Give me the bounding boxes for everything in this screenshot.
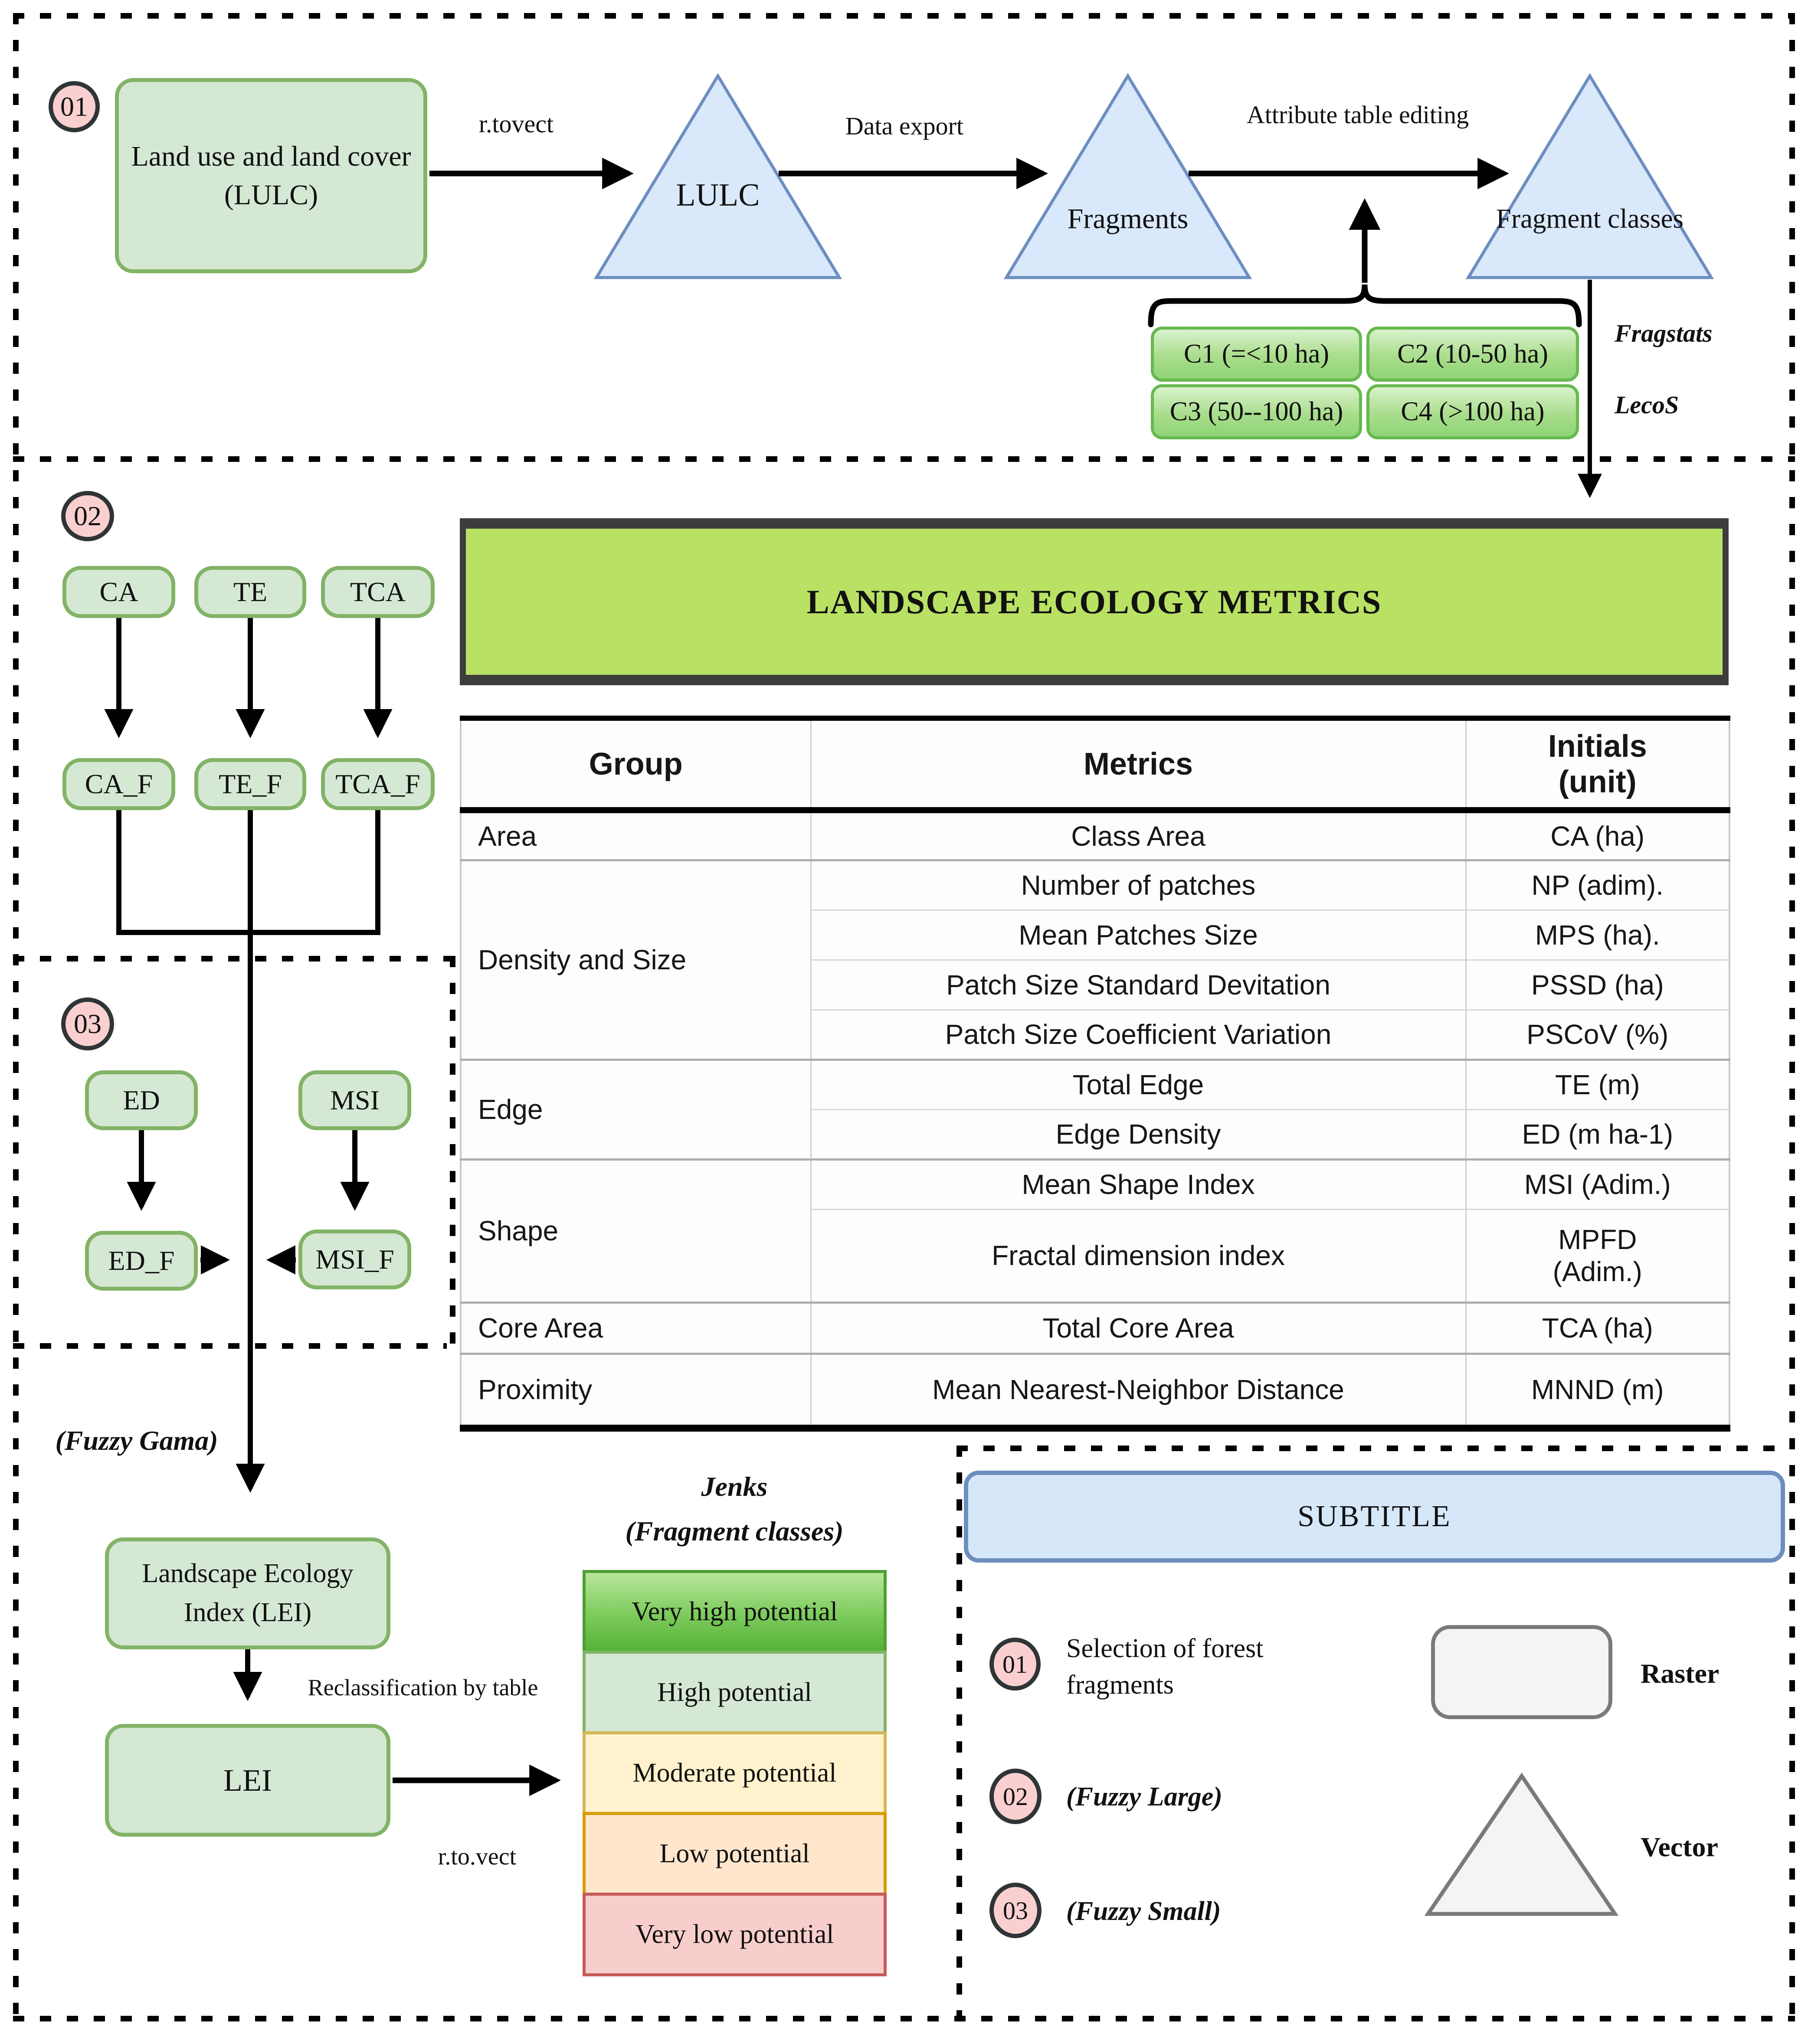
table-row: [461, 810, 1729, 860]
legend-raster-icon: [1431, 1625, 1612, 1719]
legend-badge-02: 02: [989, 1769, 1042, 1824]
group-cell-core-area: Core Area: [461, 1302, 811, 1354]
metric-cell: Patch Size Coefficient Variation: [811, 1010, 1466, 1060]
tca-box: TCA: [321, 566, 435, 618]
table-row: [461, 1060, 1729, 1109]
legend-badge-01: 01: [989, 1638, 1041, 1691]
page-border-bottom: [13, 2016, 1795, 2021]
rtovect-label: r.to.vect: [438, 1843, 517, 1870]
class-box-c3: C3 (50--100 ha): [1151, 384, 1362, 439]
class-box-c4: C4 (>100 ha): [1366, 384, 1579, 439]
page-border-top: [13, 13, 1795, 19]
msi-f-box: MSI_F: [298, 1230, 411, 1289]
table-row: [461, 1354, 1729, 1428]
ed-f-box: ED_F: [85, 1231, 198, 1291]
metrics-table-title: LANDSCAPE ECOLOGY METRICS: [460, 518, 1729, 685]
metric-cell: Fractal dimension index: [811, 1209, 1466, 1302]
initials-cell: TE (m): [1466, 1060, 1729, 1109]
group-cell-edge: Edge: [461, 1060, 811, 1159]
jenks-title-line1: Jenks: [701, 1471, 768, 1502]
initials-cell: NP (adim).: [1466, 860, 1729, 910]
legend-badge-03: 03: [989, 1883, 1042, 1938]
triangle-fragments-label: Fragments: [1067, 203, 1189, 235]
triangle-fragments: [1006, 76, 1249, 278]
group-cell-density: Density and Size: [461, 860, 811, 1060]
class-low-potential: Low potential: [583, 1812, 887, 1896]
metric-cell: Patch Size Standard Devitation: [811, 960, 1466, 1010]
step3-border-right: [450, 956, 455, 1349]
lulc-box-line1: Land use and land cover: [131, 140, 411, 172]
divider-step1: [13, 456, 1795, 462]
initials-cell: TCA (ha): [1466, 1302, 1729, 1354]
legend-title-box: SUBTITLE: [964, 1471, 1785, 1563]
initials-wrap: MPFD (Adim.): [1553, 1224, 1642, 1287]
divider-step2-step3: [13, 956, 455, 961]
tool-lecos-label: LecoS: [1615, 391, 1679, 419]
metric-cell: Total Core Area: [811, 1302, 1466, 1354]
legend-border-top: [956, 1446, 1789, 1451]
tca-f-box: TCA_F: [321, 758, 435, 810]
table-row: [461, 860, 1729, 910]
initials-cell: MPS (ha).: [1466, 910, 1729, 960]
legend-item-01-label: Selection of forest fragments: [1066, 1634, 1264, 1700]
arrow2-label: Data export: [845, 111, 964, 140]
metric-cell: Total Edge: [811, 1060, 1466, 1109]
initials-cell: [1466, 1209, 1729, 1302]
metrics-table: [460, 716, 1730, 1432]
legend-vector-triangle: [1428, 1776, 1615, 1914]
lei-box: LEI: [105, 1724, 390, 1837]
arrow1-label: r.tovect: [478, 109, 554, 138]
initials-cell: PSSD (ha): [1466, 960, 1729, 1010]
initials-cell: MSI (Adim.): [1466, 1159, 1729, 1209]
legend-raster-label: Raster: [1641, 1658, 1720, 1689]
class-box-c1: C1 (=<10 ha): [1151, 327, 1362, 382]
initials-cell: ED (m ha-1): [1466, 1109, 1729, 1159]
table-header-initials: [1466, 718, 1729, 810]
ed-box: ED: [85, 1070, 198, 1130]
tool-fragstats-label: Fragstats: [1615, 319, 1713, 347]
table-header-group: Group: [461, 718, 811, 810]
class-high-potential: High potential: [583, 1651, 887, 1734]
table-header-initials-line1: Initials: [1548, 729, 1647, 764]
class-moderate-potential: Moderate potential: [583, 1731, 887, 1815]
step1-badge: 01: [49, 81, 100, 132]
step2-badge: 02: [61, 491, 114, 541]
ca-box: CA: [62, 566, 175, 618]
page-border-left: [13, 13, 19, 2021]
legend-border-left: [956, 1446, 962, 2016]
lei-box-line2: Index (LEI): [183, 1598, 312, 1627]
metric-cell: Mean Nearest-Neighbor Distance: [811, 1354, 1466, 1428]
initials-cell: MNND (m): [1466, 1354, 1729, 1428]
table-row: [461, 1302, 1729, 1354]
lulc-box-line2: (LULC): [224, 179, 318, 211]
triangle-lulc-label: LULC: [676, 177, 760, 213]
jenks-class-stack: [583, 1570, 887, 1976]
msi-box: MSI: [298, 1070, 411, 1130]
legend-item-02-label: (Fuzzy Large): [1066, 1782, 1222, 1812]
class-box-c2: C2 (10-50 ha): [1366, 327, 1579, 382]
te-box: TE: [194, 566, 306, 618]
metric-cell: Mean Patches Size: [811, 910, 1466, 960]
page-border-right: [1789, 13, 1795, 2021]
table-header-initials-line2: (unit): [1558, 764, 1637, 799]
class-very-high-potential: Very high potential: [583, 1570, 887, 1654]
arrow3-label: Attribute table editing: [1246, 101, 1469, 129]
group-cell-area: Area: [461, 810, 811, 860]
metric-cell: Class Area: [811, 810, 1466, 860]
metric-cell: Edge Density: [811, 1109, 1466, 1159]
legend-item-03-label: (Fuzzy Small): [1066, 1897, 1221, 1926]
group-cell-proximity: Proximity: [461, 1354, 811, 1428]
table-row: [461, 1159, 1729, 1209]
step3-badge: 03: [61, 997, 114, 1050]
lei-index-box: [105, 1537, 390, 1649]
group-cell-shape: Shape: [461, 1159, 811, 1302]
initials-cell: PSCoV (%): [1466, 1010, 1729, 1060]
initials-cell: CA (ha): [1466, 810, 1729, 860]
triangle-fragment-classes-label: Fragment classes: [1496, 203, 1684, 234]
divider-step3-bottom: [13, 1343, 447, 1349]
ca-f-box: CA_F: [62, 758, 175, 810]
jenks-title-line2: (Fragment classes): [625, 1516, 844, 1547]
lulc-source-box: [115, 78, 427, 273]
te-f-box: TE_F: [194, 758, 306, 810]
class-very-low-potential: Very low potential: [583, 1893, 887, 1976]
table-header-metrics: Metrics: [811, 718, 1466, 810]
reclassification-label: Reclassification by table: [308, 1674, 538, 1701]
legend-vector-label: Vector: [1641, 1831, 1718, 1862]
metric-cell: Mean Shape Index: [811, 1159, 1466, 1209]
fuzzy-gama-label: (Fuzzy Gama): [55, 1425, 218, 1456]
metric-cell: Number of patches: [811, 860, 1466, 910]
lei-box-line1: Landscape Ecology: [142, 1559, 354, 1589]
